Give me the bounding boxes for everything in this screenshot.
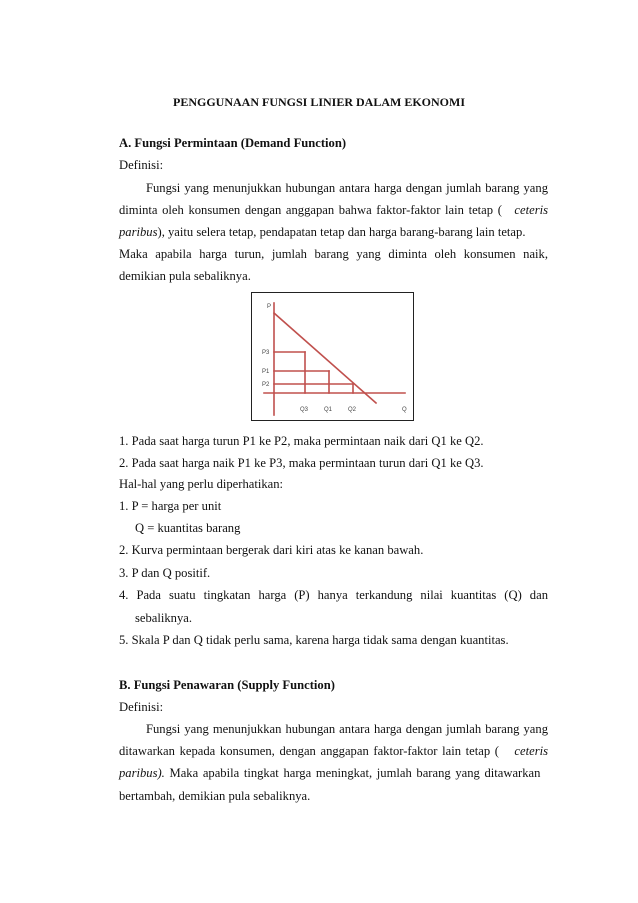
quantity-label-q1: Q1: [324, 407, 333, 413]
demand-curve-line: [274, 313, 376, 403]
note-item-4-continuation: sebaliknya.: [135, 611, 193, 625]
section-b-paragraph-line-3: [119, 765, 548, 781]
section-a-paragraph-line-4: Maka apabila harga turun, jumlah barang yang diminta oleh konsumen naik,: [119, 247, 548, 261]
section-b-ceteris-term: ceteris: [514, 744, 548, 758]
demand-curve-chart: [252, 293, 413, 420]
note-item-3: 3. P dan Q positif.: [119, 566, 211, 580]
section-a-heading: A. Fungsi Permintaan (Demand Function): [119, 136, 347, 150]
section-b-paragraph-line-1: Fungsi yang menunjukkan hubungan antara harga dengan jumlah barang yang: [146, 722, 548, 736]
section-a-paragraph-line-5: demikian pula sebaliknya.: [119, 269, 251, 283]
section-b-heading: B. Fungsi Penawaran (Supply Function): [119, 678, 335, 692]
section-b-line-3-text: Maka apabila tingkat harga meningkat, jumlah barang yang ditawarkan: [164, 766, 541, 780]
note-item-1-continuation: Q = kuantitas barang: [135, 521, 241, 535]
section-b-paragraph-line-4: bertambah, demikian pula sebaliknya.: [119, 789, 311, 803]
price-label-p2: P2: [262, 382, 270, 388]
price-label-p1: P1: [262, 369, 270, 375]
page-title: PENGGUNAAN FUNGSI LINIER DALAM EKONOMI: [172, 95, 465, 109]
section-a-paragraph-line-2: [119, 202, 548, 218]
quantity-label-q2: Q2: [348, 407, 357, 413]
demand-curve-figure: [251, 292, 414, 421]
section-b-line-2-text: ditawarkan kepada konsumen, dengan anggapan faktor-faktor lain tetap (: [119, 744, 499, 758]
note-item-1: 1. P = harga per unit: [119, 499, 222, 513]
note-item-5: 5. Skala P dan Q tidak perlu sama, karena harga tidak sama dengan kuantitas.: [119, 633, 509, 647]
section-a-line-3-text: ), yaitu selera tetap, pendapatan tetap dan harga barang-barang lain tetap.: [157, 225, 526, 239]
price-label-p3: P3: [262, 350, 270, 356]
y-axis-label: P: [267, 304, 272, 310]
section-b-paribus-term: paribus).: [119, 766, 165, 780]
note-item-4: 4. Pada suatu tingkatan harga (P) hanya terkandung nilai kuantitas (Q) dan: [119, 588, 548, 602]
change-item-2: 2. Pada saat harga naik P1 ke P3, maka permintaan turun dari Q1 ke Q3.: [119, 456, 484, 470]
x-axis-label: Q: [402, 407, 407, 413]
section-a-paragraph-line-1: Fungsi yang menunjukkan hubungan antara harga dengan jumlah barang yang: [146, 181, 548, 195]
quantity-label-q3: Q3: [300, 407, 309, 413]
note-item-2: 2. Kurva permintaan bergerak dari kiri atas ke kanan bawah.: [119, 543, 424, 557]
section-a-paribus-term: paribus: [119, 225, 158, 239]
section-a-definition-label: Definisi:: [119, 158, 164, 172]
section-a-paragraph-line-3: [119, 224, 548, 240]
section-b-definition-label: Definisi:: [119, 700, 164, 714]
section-a-line-2-text: diminta oleh konsumen dengan anggapan bahwa faktor-faktor lain tetap (: [119, 203, 502, 217]
section-a-ceteris-term: ceteris: [514, 203, 548, 217]
section-b-paragraph-line-2: [119, 743, 548, 759]
change-item-1: 1. Pada saat harga turun P1 ke P2, maka permintaan naik dari Q1 ke Q2.: [119, 434, 484, 448]
notes-label: Hal-hal yang perlu diperhatikan:: [119, 477, 284, 491]
